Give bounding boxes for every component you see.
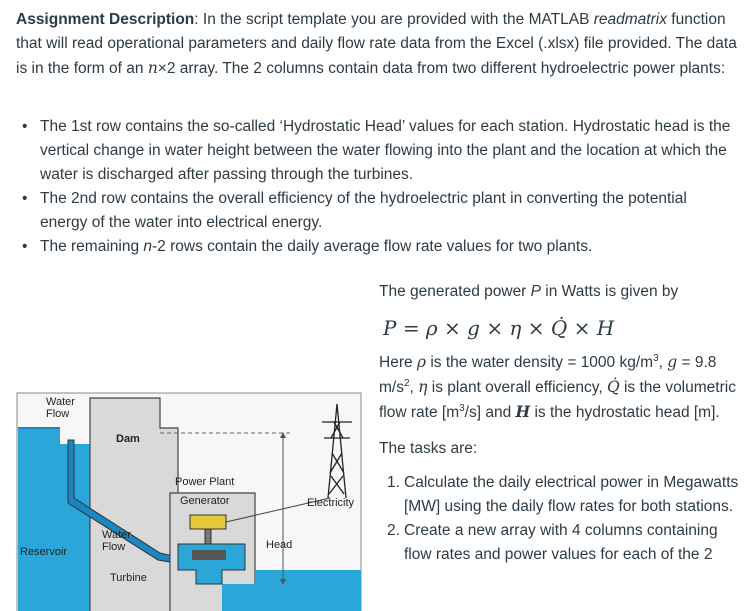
tasks-list (379, 471, 744, 567)
tasks-intro: The tasks are: (379, 440, 478, 457)
description-heading: Assignment Description (16, 11, 195, 28)
generator-shape (190, 515, 226, 529)
variable-definitions: Here ρ is the water density = 1000 $kg/m^3$, g = 9.8 $m/s^2$, η is plant overall efficiency, Q̇ is the volumetric flow rate $[m^3/s]$ and H is the hydrostatic head [m]. (379, 352, 736, 421)
readmatrix-function: readmatrix (593, 11, 667, 28)
reservoir-water (18, 428, 90, 611)
turbine-shape (192, 550, 226, 560)
assignment-description: Assignment Description: In the script template you are provided with the MATLAB readmatrix function that will read operational parameters and daily flow rate data from the Excel (.xlsx) file provided. The data is in the form of an n×2 array. The 2 columns contain data from two different hydroelectric power plants: (16, 11, 737, 77)
task-item: 1. Calculate the daily electrical power in Megawatts [MW] using the daily flow rates for both stations. (387, 474, 739, 515)
electricity-label: Electricity (307, 497, 355, 509)
water-flow-inner-label: Water (102, 529, 131, 541)
turbine-label: Turbine (110, 572, 147, 584)
svg-text:Flow: Flow (102, 541, 126, 553)
power-intro: The generated power P in Watts is given by (379, 283, 679, 300)
power-formula: P = ρ × g × η × Q̇ × H (383, 316, 615, 340)
dam-label: Dam (116, 433, 140, 445)
head-label: Head (266, 539, 293, 551)
svg-text:Flow: Flow (46, 408, 70, 420)
task-item: 2. Create a new array with 4 columns containing flow rates and power values for each of the 2 (387, 522, 718, 563)
reservoir-label: Reservoir (20, 546, 68, 558)
data-structure-list (0, 115, 744, 259)
power-section (379, 280, 744, 567)
power-plant-label: Power Plant (175, 476, 235, 488)
hydroelectric-diagram (0, 388, 372, 611)
generator-label: Generator (180, 495, 230, 507)
list-item: • The remaining n-2 rows contain the daily average flow rate values for two plants. (0, 235, 744, 259)
list-item: • The 2nd row contains the overall efficiency of the hydroelectric plant in converting the potential energy of the water into electrical energy. (0, 187, 744, 235)
list-item: • The 1st row contains the so-called ‘Hydrostatic Head’ values for each station. Hydrostatic head is the vertical change in water height between the water flowing into the plant and the location at which the water is discharged after passing through the turbines. (0, 115, 744, 187)
water-flow-label: Water (46, 396, 75, 408)
